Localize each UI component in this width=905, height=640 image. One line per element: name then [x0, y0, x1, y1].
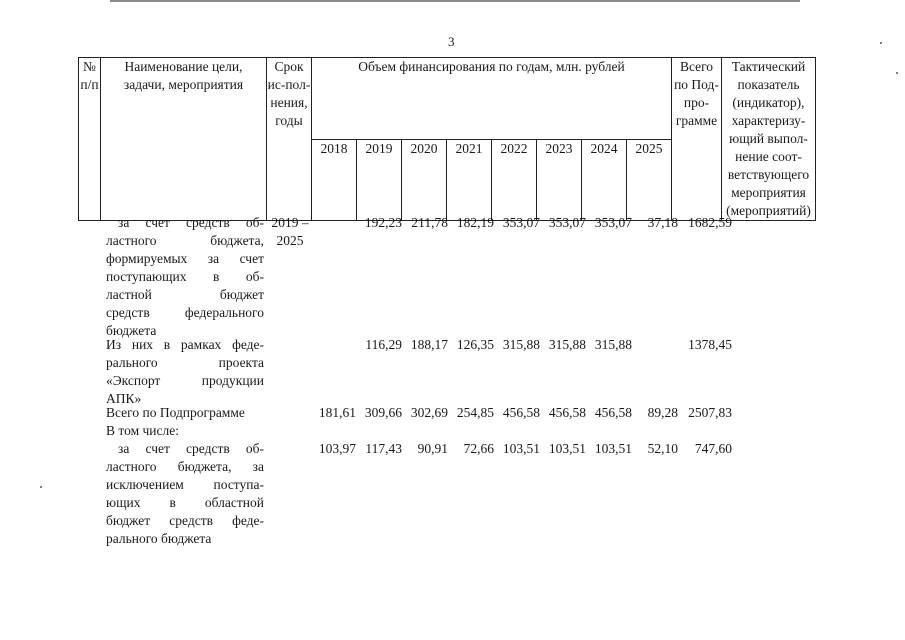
- description-line: за счет средств об-: [118, 215, 264, 230]
- year-value: 72,66: [463, 441, 494, 456]
- description-line: исключением поступа-: [106, 477, 264, 492]
- header-name: Наименование цели, задачи, мероприятия: [101, 58, 267, 221]
- description-line: Всего по Подпрограмме: [106, 405, 245, 420]
- year-value: 103,51: [548, 441, 586, 456]
- header-year: 2023: [537, 139, 582, 221]
- year-value: 254,85: [456, 405, 494, 420]
- year-value: 116,29: [365, 337, 402, 352]
- year-value: 103,51: [502, 441, 540, 456]
- year-value: 353,07: [594, 215, 632, 230]
- scan-speck: [880, 42, 882, 44]
- description-line: АПК»: [106, 391, 142, 406]
- row-description: [106, 404, 264, 440]
- year-value: 37,18: [647, 215, 678, 230]
- row-term: [268, 214, 312, 250]
- year-value: 192,23: [364, 215, 402, 230]
- row-total: 2507,83: [688, 405, 732, 420]
- scan-speck: [896, 72, 898, 74]
- header-year: 2024: [582, 139, 627, 221]
- header-number: № п/п: [79, 58, 101, 221]
- header-table: [78, 57, 816, 221]
- page-number: 3: [448, 34, 455, 49]
- row-description: [106, 440, 264, 548]
- header-year: 2018: [312, 139, 357, 221]
- year-value: 182,19: [456, 215, 494, 230]
- year-value: 117,43: [365, 441, 402, 456]
- description-line: бюджета: [106, 323, 157, 338]
- year-value: 126,35: [456, 337, 494, 352]
- row-description: [106, 336, 264, 408]
- row-total: 1682,59: [688, 215, 732, 230]
- year-value: 315,88: [502, 337, 540, 352]
- header-year: 2020: [402, 139, 447, 221]
- year-value: 353,07: [548, 215, 586, 230]
- year-value: 89,28: [647, 405, 678, 420]
- description-line: ластного бюджета,: [106, 233, 264, 248]
- description-line: ющих в областной: [106, 495, 264, 510]
- description-line: за счет средств об-: [118, 441, 264, 456]
- row-description: [106, 214, 264, 340]
- year-value: 188,17: [410, 337, 448, 352]
- term-line: 2019 –: [271, 215, 309, 230]
- description-line: поступающих в об-: [106, 269, 264, 284]
- description-line: «Экспорт продукции: [106, 373, 264, 388]
- scan-speck: [40, 486, 42, 488]
- year-value: 315,88: [548, 337, 586, 352]
- year-value: 456,58: [594, 405, 632, 420]
- description-line: В том числе:: [106, 423, 179, 438]
- description-line: рального проекта: [106, 355, 264, 370]
- header-year: 2019: [357, 139, 402, 221]
- header-funding: Объем финансирования по годам, млн. рублей: [312, 58, 672, 140]
- header-year: 2021: [447, 139, 492, 221]
- header-year: 2022: [492, 139, 537, 221]
- year-value: 309,66: [364, 405, 402, 420]
- year-value: 302,69: [410, 405, 448, 420]
- description-line: бюджет средств феде-: [106, 513, 264, 528]
- year-value: 211,78: [411, 215, 448, 230]
- description-line: формируемых за счет: [106, 251, 264, 266]
- description-line: ластного бюджета, за: [106, 459, 264, 474]
- year-value: 181,61: [318, 405, 356, 420]
- description-line: Из них в рамках феде-: [106, 337, 264, 352]
- description-line: рального бюджета: [106, 531, 212, 546]
- year-value: 90,91: [417, 441, 448, 456]
- description-line: ластной бюджет: [106, 287, 264, 302]
- row-total: 747,60: [694, 441, 732, 456]
- row-total: 1378,45: [688, 337, 732, 352]
- year-value: 103,51: [594, 441, 632, 456]
- year-value: 456,58: [502, 405, 540, 420]
- year-value: 353,07: [502, 215, 540, 230]
- term-line: 2025: [276, 233, 304, 248]
- scan-top-edge: [110, 0, 800, 2]
- header-term: Срок ис-пол-нения, годы: [267, 58, 312, 221]
- description-line: средств федерального: [106, 305, 264, 320]
- header-year: 2025: [627, 139, 672, 221]
- header-total: Всего по Под-про-грамме: [672, 58, 722, 221]
- year-value: 456,58: [548, 405, 586, 420]
- header-indicator: Тактический показатель (индикатор), характеризу-ющий выпол-нение соот-ветствующего мероприятия (мероприятий): [722, 58, 816, 221]
- year-value: 103,97: [318, 441, 356, 456]
- year-value: 315,88: [594, 337, 632, 352]
- year-value: 52,10: [647, 441, 678, 456]
